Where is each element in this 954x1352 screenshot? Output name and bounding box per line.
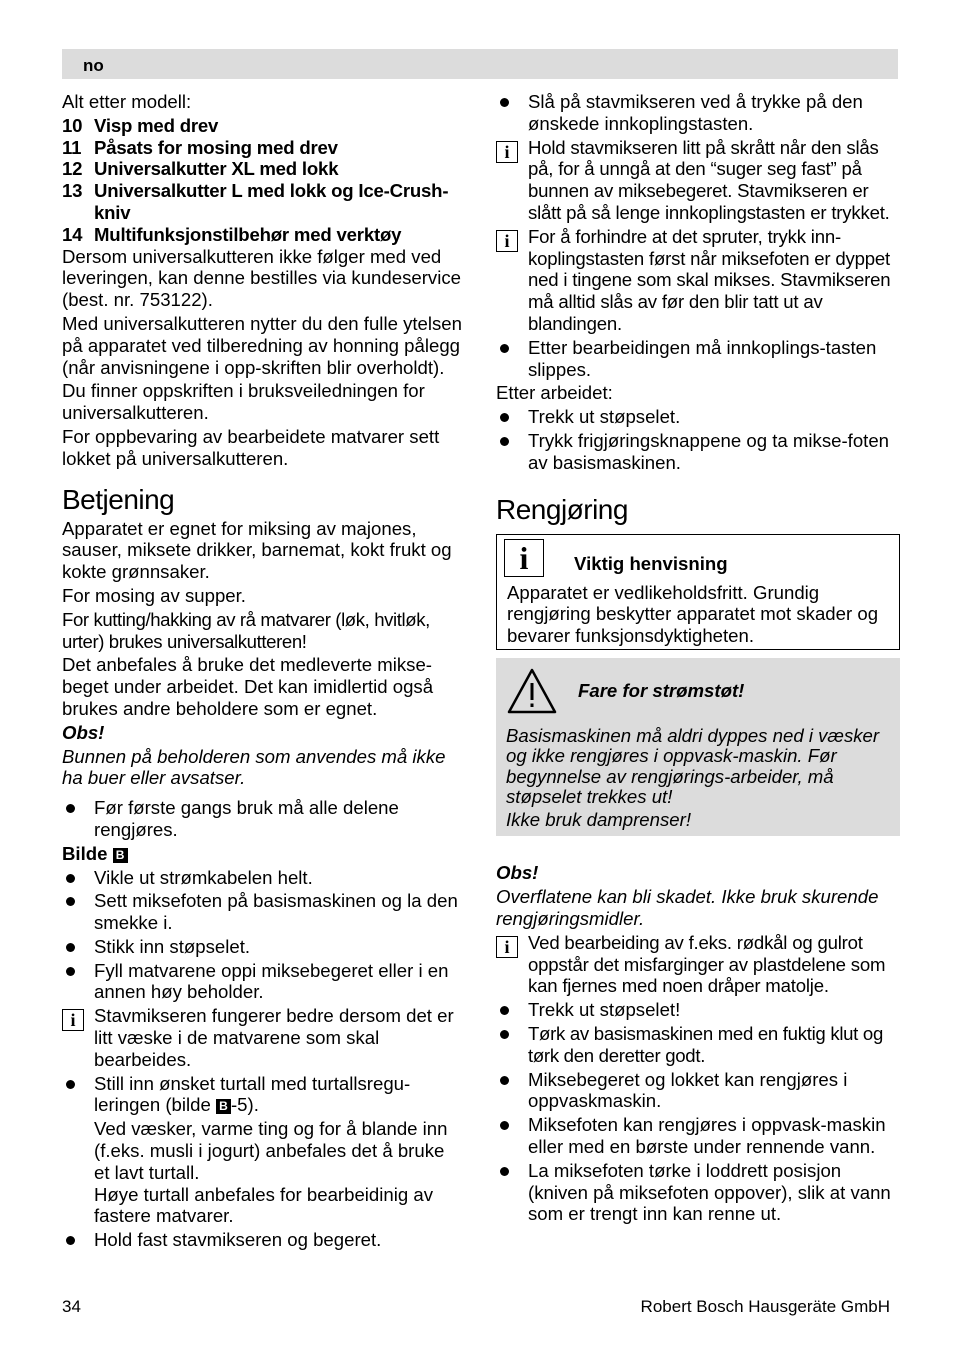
figure-ref: Bilde B	[62, 843, 464, 865]
figure-b-icon: B	[216, 1099, 231, 1114]
obs-label: Obs!	[496, 862, 539, 884]
bullet-item: Hold fast stavmikseren og begeret.	[62, 1229, 464, 1251]
bullet-icon	[496, 406, 528, 428]
warning-title: Fare for strømstøt!	[578, 680, 745, 702]
bullet-icon	[496, 1114, 528, 1158]
info-icon: i	[496, 936, 518, 958]
bullet-item: Tørk av basismaskinen med en fuktig klut og tørk den deretter godt.	[496, 1023, 900, 1067]
bullet-icon	[496, 1023, 528, 1067]
obs-label: Obs!	[62, 721, 105, 743]
after-label: Etter arbeidet:	[496, 382, 613, 404]
bullet-item: Trekk ut støpselet!	[496, 999, 900, 1021]
intro-text: Alt etter modell:	[62, 91, 192, 112]
info-item: i For å forhindre at det spruter, trykk inn-koplingstasten først når miksefoten er dyppet ned i tingene som skal mikses. Stavmikseren må alltid slås av før den blir tatt ut av blandingen.	[496, 226, 900, 335]
warning-icon	[506, 667, 558, 715]
info-icon: i	[496, 141, 518, 163]
bullet-item: Før første gangs bruk må alle delene rengjøres.	[62, 797, 464, 841]
bullet-item: Etter bearbeidingen må innkoplings-tasten slippes.	[496, 337, 900, 381]
bullet-icon	[62, 890, 94, 934]
bullet-item: Trekk ut støpselet.	[496, 406, 900, 428]
language-code: no	[83, 56, 104, 75]
heading-rengjoring: Rengjøring	[496, 493, 628, 525]
info-icon: i	[504, 539, 544, 577]
info-item: i Ved bearbeiding av f.eks. rødkål og gulrot oppstår det misfarginger av plastdelene som kan fjernes med noen dråper matolje.	[496, 932, 900, 997]
paragraph: Apparatet er egnet for miksing av majones, sauser, miksete drikker, barnemat, kokt frukt og kokte grønnsaker.	[62, 517, 452, 583]
language-bar	[62, 49, 898, 79]
bullet-icon	[496, 430, 528, 474]
figure-b-icon: B	[113, 848, 128, 863]
paragraph: For kutting/hakking av rå matvarer (løk, hvitløk, urter) brukes universalkutteren!	[62, 608, 430, 652]
bullet-icon	[62, 797, 94, 841]
bullet-icon	[496, 999, 528, 1021]
heading-betjening: Betjening	[62, 483, 175, 515]
paragraph: Du finner oppskriften i bruksveiledningen for universalkutteren.	[62, 380, 425, 424]
bullet-item: Sett miksefoten på basismaskinen og la den smekke i.	[62, 890, 464, 934]
paragraph: Dersom universalkutteren ikke følger med ved leveringen, kan denne bestilles via kundeservice (best. nr. 753122).	[62, 245, 461, 311]
info-item: i Stavmikseren fungerer bedre dersom det er litt væske i de matvarene som skal bearbeides.	[62, 1005, 464, 1070]
company-name: Robert Bosch Hausgeräte GmbH	[640, 1297, 890, 1316]
bullet-icon	[62, 936, 94, 958]
paragraph: For oppbevaring av bearbeidete matvarer sett lokket på universalkutteren.	[62, 425, 440, 469]
bullet-item: La miksefoten tørke i loddrett posisjon (kniven på miksefoten oppover), slik at vann som er trengt inn kan renne ut.	[496, 1160, 900, 1225]
bullet-item: Miksefoten kan rengjøres i oppvask-maskin eller med en børste under rennende vann.	[496, 1114, 900, 1158]
obs-text: Overflatene kan bli skadet. Ikke bruk skurende rengjøringsmidler.	[496, 886, 879, 930]
important-note-box	[496, 534, 900, 650]
part-item: 10 Visp med drev	[62, 114, 219, 136]
right-column	[496, 91, 900, 1227]
info-icon: i	[62, 1009, 84, 1031]
info-item: i Hold stavmikseren litt på skrått når den slås på, for å unngå at den “suger seg fast” på bunnen av miksebegeret. Stavmikseren er slått på så lenge innkoplingstasten er trykket.	[496, 137, 900, 224]
part-item: 11 Påsats for mosing med drev	[62, 136, 338, 158]
note-title: Viktig henvisning	[574, 552, 728, 574]
bullet-item: Miksebegeret og lokket kan rengjøres i oppvaskmaskin.	[496, 1069, 900, 1113]
part-item: 13 Universalkutter L med lokk og Ice-Crush-kniv	[62, 180, 449, 223]
note-body: Apparatet er vedlikeholdsfritt. Grundig rengjøring beskytter apparatet mot skader og bevarer funksjonsdyktigheten.	[507, 581, 879, 647]
bullet-item: Fyll matvarene oppi miksebegeret eller i en annen høy beholder.	[62, 960, 464, 1004]
bullet-icon	[62, 960, 94, 1004]
bullet-item: Trykk frigjøringsknappene og ta mikse-foten av basismaskinen.	[496, 430, 900, 474]
bullet-icon	[496, 1069, 528, 1113]
paragraph: For mosing av supper.	[62, 584, 246, 606]
info-icon: i	[496, 230, 518, 252]
paragraph: Med universalkutteren nytter du den fulle ytelsen på apparatet ved tilberedning av honning pålegg (når anvisningene i opp-skriften blir overholdt).	[62, 312, 462, 378]
bullet-icon	[496, 1160, 528, 1225]
bullet-icon	[496, 91, 528, 135]
page-number: 34	[62, 1297, 81, 1316]
bullet-icon	[62, 867, 94, 889]
bullet-item: Vikle ut strømkabelen helt.	[62, 867, 464, 889]
bullet-item: Still inn ønsket turtall med turtallsregu-leringen (bilde B -5). Ved væsker, varme ting og for å blande inn (f.eks. musli i jogurt) anbefales det å bruke et lavt turtall. Høye turtall anbefales for bearbeidinig av fastere matvarer.	[62, 1073, 464, 1228]
warning-box	[496, 658, 900, 837]
bullet-item: Stikk inn støpselet.	[62, 936, 464, 958]
bullet-item: Slå på stavmikseren ved å trykke på den ønskede innkoplingstasten.	[496, 91, 900, 135]
bullet-icon	[62, 1073, 94, 1228]
warning-body-2: Ikke bruk damprenser!	[506, 808, 691, 830]
obs-text: Bunnen på beholderen som anvendes må ikke ha buer eller avsatser.	[62, 745, 446, 789]
bullet-icon	[496, 337, 528, 381]
paragraph: Det anbefales å bruke det medleverte mikse-beget under arbeidet. Det kan imidlertid også brukes andre beholdere som er egnet.	[62, 654, 434, 719]
part-item: 12 Universalkutter XL med lokk	[62, 158, 339, 180]
left-column	[62, 91, 464, 1253]
warning-body: Basismaskinen må aldri dyppes ned i væsker og ikke rengjøres i oppvask-maskin. Før begynnelse av rengjørings-arbeider, må støpselet trekkes ut!	[506, 724, 880, 808]
bullet-icon	[62, 1229, 94, 1251]
part-item: 14 Multifunksjonstilbehør med verktøy	[62, 223, 402, 245]
